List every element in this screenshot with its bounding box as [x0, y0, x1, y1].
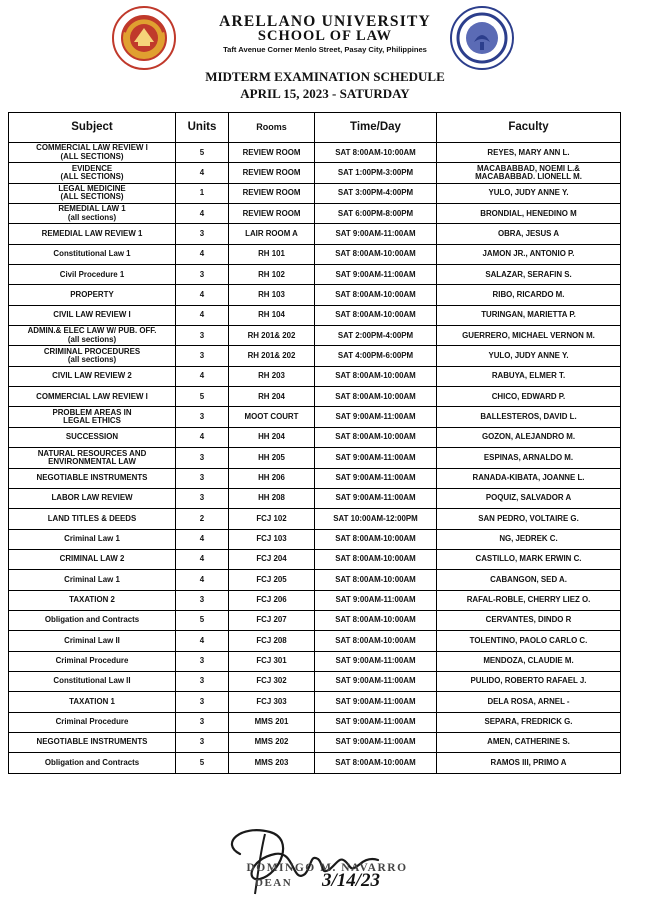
room-cell: RH 204	[229, 387, 315, 407]
room-cell: RH 203	[229, 366, 315, 386]
subject-cell-line1: CRIMINAL PROCEDURES	[43, 346, 141, 356]
faculty-cell	[437, 631, 621, 651]
units-cell: 3	[176, 671, 229, 691]
faculty-cell-line1: TOLENTINO, PAOLO CARLO C.	[469, 635, 588, 645]
subject-cell	[9, 346, 176, 366]
faculty-cell-line1: CASTILLO, MARK ERWIN C.	[475, 554, 582, 564]
units-cell: 3	[176, 590, 229, 610]
table-row	[9, 407, 621, 427]
header-units: Units	[176, 113, 229, 143]
table-row	[9, 224, 621, 244]
faculty-cell-line2: MACABABBAD. LIONELL M.	[475, 172, 582, 182]
subject-cell	[9, 692, 176, 712]
time-cell: SAT 8:00AM-10:00AM	[315, 610, 437, 630]
units-cell: 3	[176, 224, 229, 244]
room-cell: FCJ 205	[229, 570, 315, 590]
time-cell: SAT 8:00AM-10:00AM	[315, 549, 437, 569]
subject-cell-line1: CIVIL LAW REVIEW 2	[52, 371, 132, 381]
units-cell: 3	[176, 732, 229, 752]
faculty-cell	[437, 244, 621, 264]
faculty-cell-line1: YULO, JUDY ANNE Y.	[488, 350, 569, 360]
faculty-cell-line1: PULIDO, ROBERTO RAFAEL J.	[470, 676, 587, 686]
subject-cell	[9, 488, 176, 508]
subject-cell-line1: Constitutional Law II	[53, 676, 131, 686]
subject-cell	[9, 610, 176, 630]
units-cell: 3	[176, 488, 229, 508]
table-row	[9, 631, 621, 651]
subject-cell	[9, 143, 176, 163]
faculty-cell	[437, 570, 621, 590]
subject-cell-line1: TAXATION 1	[69, 696, 115, 706]
table-row	[9, 468, 621, 488]
time-cell: SAT 10:00AM-12:00PM	[315, 509, 437, 529]
faculty-cell	[437, 610, 621, 630]
units-cell: 3	[176, 651, 229, 671]
faculty-cell-line1: CERVANTES, DINDO R	[485, 615, 572, 625]
faculty-cell-line1: RIBO, RICARDO M.	[492, 289, 565, 299]
faculty-cell	[437, 224, 621, 244]
units-cell: 2	[176, 509, 229, 529]
table-row	[9, 610, 621, 630]
time-cell: SAT 9:00AM-11:00AM	[315, 712, 437, 732]
faculty-cell	[437, 387, 621, 407]
subject-cell	[9, 183, 176, 203]
room-cell: RH 201& 202	[229, 326, 315, 346]
subject-cell-line1: Civil Procedure 1	[59, 269, 125, 279]
faculty-cell-line1: MACABABBAD, NOEMI L.&	[476, 163, 580, 173]
header-faculty: Faculty	[437, 113, 621, 143]
table-row	[9, 326, 621, 346]
dean-signature-icon	[200, 814, 440, 904]
subject-cell	[9, 407, 176, 427]
room-cell: HH 208	[229, 488, 315, 508]
faculty-cell	[437, 712, 621, 732]
time-cell: SAT 9:00AM-11:00AM	[315, 407, 437, 427]
subject-cell-line1: Criminal Law 1	[64, 574, 120, 584]
time-cell: SAT 8:00AM-10:00AM	[315, 570, 437, 590]
faculty-cell	[437, 732, 621, 752]
time-cell: SAT 8:00AM-10:00AM	[315, 285, 437, 305]
faculty-cell	[437, 448, 621, 468]
room-cell: MOOT COURT	[229, 407, 315, 427]
subject-cell	[9, 224, 176, 244]
faculty-cell	[437, 407, 621, 427]
subject-cell	[9, 712, 176, 732]
subject-cell	[9, 326, 176, 346]
faculty-cell-line1: MENDOZA, CLAUDIE M.	[483, 656, 574, 666]
faculty-cell-line1: RABUYA, ELMER T.	[491, 371, 566, 381]
units-cell: 4	[176, 163, 229, 183]
subject-cell-line1: LAND TITLES & DEEDS	[47, 513, 137, 523]
faculty-cell	[437, 346, 621, 366]
table-row	[9, 529, 621, 549]
subject-cell	[9, 468, 176, 488]
faculty-cell-line1: RANADA-KIBATA, JOANNE L.	[472, 473, 585, 483]
faculty-cell	[437, 488, 621, 508]
units-cell: 3	[176, 265, 229, 285]
subject-cell-line2: (all sections)	[67, 334, 117, 344]
time-cell: SAT 9:00AM-11:00AM	[315, 468, 437, 488]
time-cell: SAT 8:00AM-10:00AM	[315, 244, 437, 264]
schedule-date: APRIL 15, 2023 - SATURDAY	[240, 86, 410, 101]
time-cell: SAT 9:00AM-11:00AM	[315, 651, 437, 671]
document-header	[0, 0, 650, 62]
time-cell: SAT 2:00PM-4:00PM	[315, 326, 437, 346]
faculty-cell-line1: AMEN, CATHERINE S.	[487, 737, 570, 747]
subject-cell	[9, 529, 176, 549]
table-row	[9, 488, 621, 508]
faculty-cell	[437, 326, 621, 346]
subject-cell	[9, 244, 176, 264]
table-row	[9, 732, 621, 752]
room-cell: REVIEW ROOM	[229, 183, 315, 203]
room-cell: HH 205	[229, 448, 315, 468]
subject-cell-line2: (all sections)	[67, 212, 117, 222]
table-row	[9, 265, 621, 285]
time-cell: SAT 3:00PM-4:00PM	[315, 183, 437, 203]
faculty-cell	[437, 427, 621, 447]
room-cell: MMS 201	[229, 712, 315, 732]
room-cell: MMS 202	[229, 732, 315, 752]
faculty-cell	[437, 468, 621, 488]
time-cell: SAT 8:00AM-10:00AM	[315, 631, 437, 651]
faculty-cell-line1: SAN PEDRO, VOLTAIRE G.	[478, 513, 579, 523]
subject-cell	[9, 671, 176, 691]
subject-cell-line1: REMEDIAL LAW REVIEW 1	[41, 228, 143, 238]
table-row	[9, 366, 621, 386]
subject-cell	[9, 163, 176, 183]
subject-cell	[9, 265, 176, 285]
header-subject: Subject	[9, 113, 176, 143]
faculty-cell	[437, 692, 621, 712]
room-cell: REVIEW ROOM	[229, 163, 315, 183]
subject-cell	[9, 509, 176, 529]
faculty-cell	[437, 163, 621, 183]
units-cell: 4	[176, 204, 229, 224]
subject-cell	[9, 305, 176, 325]
faculty-cell	[437, 590, 621, 610]
subject-cell	[9, 366, 176, 386]
units-cell: 4	[176, 549, 229, 569]
schedule-title: MIDTERM EXAMINATION SCHEDULE	[205, 69, 445, 84]
subject-cell	[9, 631, 176, 651]
schedule-body	[9, 143, 621, 774]
faculty-cell	[437, 671, 621, 691]
units-cell: 3	[176, 692, 229, 712]
subject-cell-line1: PROPERTY	[70, 289, 114, 299]
subject-cell-line1: Obligation and Contracts	[44, 615, 140, 625]
faculty-cell-line1: OBRA, JESUS A	[497, 228, 560, 238]
time-cell: SAT 9:00AM-11:00AM	[315, 732, 437, 752]
faculty-cell-line1: RAFAL-ROBLE, CHERRY LIEZ O.	[466, 595, 591, 605]
time-cell: SAT 8:00AM-10:00AM	[315, 387, 437, 407]
subject-cell-line2: ENVIRONMENTAL LAW	[48, 456, 136, 466]
subject-cell	[9, 549, 176, 569]
subject-cell-line1: Criminal Procedure	[55, 656, 129, 666]
room-cell: FCJ 102	[229, 509, 315, 529]
table-row	[9, 753, 621, 773]
faculty-cell-line1: SALAZAR, SERAFIN S.	[485, 269, 572, 279]
signature-date: 3/14/23	[322, 870, 381, 891]
time-cell: SAT 9:00AM-11:00AM	[315, 488, 437, 508]
faculty-cell-line1: GOZON, ALEJANDRO M.	[481, 432, 576, 442]
subject-cell	[9, 204, 176, 224]
room-cell: RH 101	[229, 244, 315, 264]
faculty-cell-line1: CABANGON, SED A.	[490, 574, 567, 584]
room-cell: FCJ 206	[229, 590, 315, 610]
subject-cell	[9, 427, 176, 447]
faculty-cell-line1: CHICO, EDWARD P.	[491, 391, 566, 401]
subject-cell-line1: SUCCESSION	[65, 432, 119, 442]
room-cell: HH 206	[229, 468, 315, 488]
units-cell: 4	[176, 244, 229, 264]
table-row	[9, 244, 621, 264]
room-cell: FCJ 302	[229, 671, 315, 691]
faculty-cell	[437, 265, 621, 285]
room-cell: RH 201& 202	[229, 346, 315, 366]
table-row	[9, 692, 621, 712]
subject-cell-line1: Criminal Law II	[64, 635, 120, 645]
time-cell: SAT 8:00AM-10:00AM	[315, 427, 437, 447]
faculty-cell-line1: RAMOS III, PRIMO A	[490, 757, 567, 767]
time-cell: SAT 9:00AM-11:00AM	[315, 590, 437, 610]
faculty-cell-line1: BRONDIAL, HENEDINO M	[480, 208, 577, 218]
units-cell: 3	[176, 326, 229, 346]
table-row	[9, 651, 621, 671]
units-cell: 4	[176, 631, 229, 651]
subject-cell	[9, 570, 176, 590]
faculty-cell-line1: TURINGAN, MARIETTA P.	[481, 310, 576, 320]
table-row	[9, 305, 621, 325]
units-cell: 5	[176, 753, 229, 773]
units-cell: 4	[176, 427, 229, 447]
subject-cell-line2: LEGAL ETHICS	[63, 416, 121, 426]
table-row	[9, 590, 621, 610]
header-rooms: Rooms	[229, 113, 315, 143]
room-cell: FCJ 103	[229, 529, 315, 549]
room-cell: RH 102	[229, 265, 315, 285]
subject-cell-line2: (ALL SECTIONS)	[60, 172, 124, 182]
subject-cell	[9, 387, 176, 407]
subject-cell-line1: CIVIL LAW REVIEW I	[53, 310, 131, 320]
table-header-row	[9, 113, 621, 143]
subject-cell-line1: Constitutional Law 1	[53, 249, 131, 259]
table-row	[9, 346, 621, 366]
faculty-cell	[437, 651, 621, 671]
time-cell: SAT 1:00PM-3:00PM	[315, 163, 437, 183]
faculty-cell-line1: REYES, MARY ANN L.	[487, 147, 570, 157]
subject-cell	[9, 590, 176, 610]
room-cell: FCJ 204	[229, 549, 315, 569]
table-row	[9, 183, 621, 203]
room-cell: FCJ 301	[229, 651, 315, 671]
time-cell: SAT 4:00PM-6:00PM	[315, 346, 437, 366]
faculty-cell	[437, 529, 621, 549]
faculty-cell	[437, 183, 621, 203]
subject-cell-line1: CRIMINAL LAW 2	[59, 554, 125, 564]
units-cell: 3	[176, 712, 229, 732]
header-time: Time/Day	[315, 113, 437, 143]
subject-cell-line1: Criminal Law 1	[64, 534, 120, 544]
room-cell: LAIR ROOM A	[229, 224, 315, 244]
subject-cell-line1: COMMERCIAL LAW REVIEW I	[36, 143, 148, 153]
faculty-cell-line1: ESPINAS, ARNALDO M.	[483, 452, 574, 462]
dean-name: DOMINGO M. NAVARRO	[246, 862, 408, 874]
subject-cell-line1: Criminal Procedure	[55, 717, 129, 727]
table-row	[9, 387, 621, 407]
table-row	[9, 204, 621, 224]
faculty-cell-line1: POQUIZ, SALVADOR A	[485, 493, 572, 503]
subject-cell-line1: REMEDIAL LAW 1	[58, 204, 126, 214]
time-cell: SAT 9:00AM-11:00AM	[315, 224, 437, 244]
subject-cell-line2: (all sections)	[67, 355, 117, 365]
faculty-cell-line1: YULO, JUDY ANNE Y.	[488, 188, 569, 198]
room-cell: FCJ 303	[229, 692, 315, 712]
time-cell: SAT 6:00PM-8:00PM	[315, 204, 437, 224]
time-cell: SAT 9:00AM-11:00AM	[315, 265, 437, 285]
subject-cell-line1: LEGAL MEDICINE	[58, 184, 126, 194]
time-cell: SAT 8:00AM-10:00AM	[315, 753, 437, 773]
time-cell: SAT 9:00AM-11:00AM	[315, 448, 437, 468]
units-cell: 5	[176, 387, 229, 407]
faculty-cell-line1: GUERRERO, MICHAEL VERNON M.	[462, 330, 595, 340]
dean-title: DEAN	[255, 877, 293, 889]
faculty-cell	[437, 285, 621, 305]
subject-cell	[9, 651, 176, 671]
subject-cell	[9, 448, 176, 468]
subject-cell-line1: COMMERCIAL LAW REVIEW I	[36, 391, 148, 401]
table-row	[9, 549, 621, 569]
subject-cell	[9, 732, 176, 752]
faculty-cell-line1: DELA ROSA, ARNEL -	[487, 696, 570, 706]
units-cell: 5	[176, 143, 229, 163]
subject-cell	[9, 753, 176, 773]
faculty-cell-line1: NG, JEDREK C.	[499, 534, 558, 544]
units-cell: 4	[176, 570, 229, 590]
subject-cell-line2: (ALL SECTIONS)	[60, 192, 124, 202]
time-cell: SAT 8:00AM-10:00AM	[315, 143, 437, 163]
schedule-table	[8, 112, 621, 774]
room-cell: RH 104	[229, 305, 315, 325]
table-row	[9, 163, 621, 183]
subject-cell-line1: TAXATION 2	[69, 595, 115, 605]
room-cell: MMS 203	[229, 753, 315, 773]
faculty-cell-line1: SEPARA, FREDRICK G.	[484, 717, 573, 727]
units-cell: 4	[176, 285, 229, 305]
table-row	[9, 448, 621, 468]
university-name: ARELLANO UNIVERSITY	[219, 13, 431, 30]
subject-cell-line1: LABOR LAW REVIEW	[51, 493, 133, 503]
table-row	[9, 285, 621, 305]
subject-cell-line2: (ALL SECTIONS)	[60, 151, 124, 161]
units-cell: 4	[176, 305, 229, 325]
law-school-seal-icon	[450, 6, 514, 70]
table-row	[9, 712, 621, 732]
school-address: Taft Avenue Corner Menlo Street, Pasay City, Philippines	[223, 45, 427, 54]
subject-cell-line1: ADMIN.& ELEC LAW W/ PUB. OFF.	[27, 326, 157, 336]
faculty-cell	[437, 305, 621, 325]
school-name: SCHOOL OF LAW	[257, 28, 393, 44]
units-cell: 4	[176, 366, 229, 386]
table-row	[9, 671, 621, 691]
faculty-cell-line1: JAMON JR., ANTONIO P.	[482, 249, 575, 259]
room-cell: HH 204	[229, 427, 315, 447]
units-cell: 3	[176, 407, 229, 427]
time-cell: SAT 9:00AM-11:00AM	[315, 671, 437, 691]
table-row	[9, 427, 621, 447]
faculty-cell	[437, 143, 621, 163]
room-cell: FCJ 207	[229, 610, 315, 630]
faculty-cell	[437, 204, 621, 224]
room-cell: REVIEW ROOM	[229, 204, 315, 224]
time-cell: SAT 9:00AM-11:00AM	[315, 692, 437, 712]
units-cell: 3	[176, 346, 229, 366]
faculty-cell	[437, 366, 621, 386]
room-cell: FCJ 208	[229, 631, 315, 651]
units-cell: 4	[176, 529, 229, 549]
faculty-cell-line1: BALLESTEROS, DAVID L.	[480, 411, 577, 421]
room-cell: REVIEW ROOM	[229, 143, 315, 163]
faculty-cell	[437, 549, 621, 569]
units-cell: 1	[176, 183, 229, 203]
time-cell: SAT 8:00AM-10:00AM	[315, 529, 437, 549]
faculty-cell	[437, 753, 621, 773]
subject-cell-line1: NATURAL RESOURCES AND	[37, 448, 147, 458]
table-row	[9, 570, 621, 590]
room-cell: RH 103	[229, 285, 315, 305]
faculty-cell	[437, 509, 621, 529]
subject-cell	[9, 285, 176, 305]
time-cell: SAT 8:00AM-10:00AM	[315, 366, 437, 386]
units-cell: 3	[176, 448, 229, 468]
subject-cell-line1: EVIDENCE	[71, 163, 113, 173]
subject-cell-line1: NEGOTIABLE INSTRUMENTS	[36, 473, 148, 483]
units-cell: 3	[176, 468, 229, 488]
table-row	[9, 509, 621, 529]
time-cell: SAT 8:00AM-10:00AM	[315, 305, 437, 325]
table-row	[9, 143, 621, 163]
units-cell: 5	[176, 610, 229, 630]
subject-cell-line1: Obligation and Contracts	[44, 757, 140, 767]
subject-cell-line1: PROBLEM AREAS IN	[52, 407, 132, 417]
subject-cell-line1: NEGOTIABLE INSTRUMENTS	[36, 737, 148, 747]
